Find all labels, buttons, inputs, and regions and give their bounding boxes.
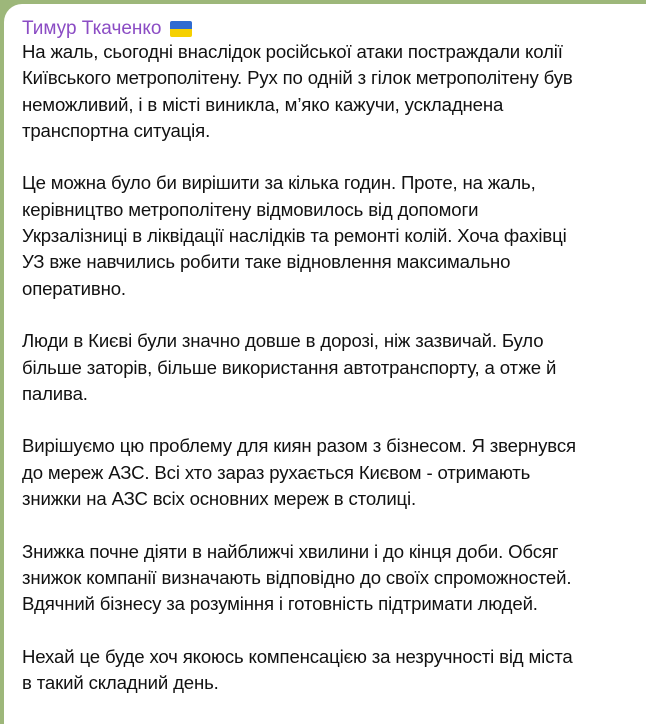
message-line: знижок компанії визначають відповідно до своїх спроможностей.: [22, 566, 572, 588]
message-line: На жаль, сьогодні внаслідок російської атаки постраждали колії: [22, 41, 563, 62]
message-line: більше заторів, більше використання автотранспорту, а отже й: [22, 356, 557, 378]
message-line: неможливий, і в місті виникла, м’яко кажучи, ускладнена: [22, 93, 504, 115]
message-line: транспортна ситуація.: [22, 119, 211, 141]
message-line: Вдячний бізнесу за розуміння і готовність підтримати людей.: [22, 593, 538, 615]
message-line: знижки на АЗС всіх основних мереж в столиці.: [22, 488, 417, 510]
message-line: Нехай це буде хоч якоюсь компенсацією за незручності від міста: [22, 645, 573, 667]
paragraph-gap: [22, 512, 576, 538]
paragraph-gap: [22, 618, 576, 644]
message-line: Вирішуємо цю проблему для киян разом з бізнесом. Я звернувся: [22, 435, 576, 457]
message-line: в такий складний день.: [22, 672, 219, 694]
message-line: Укрзалізниці в ліквідації наслідків та ремонті колій. Хоча фахівці: [22, 225, 567, 247]
message-line: Київського метрополітену. Рух по одній з гілок метрополітену був: [22, 67, 573, 89]
message-line: Знижка почне діяти в найближчі хвилини і до кінця доби. Обсяг: [22, 540, 559, 562]
message-line: оперативно.: [22, 277, 126, 299]
ukraine-flag-icon: [170, 21, 192, 37]
message-line: Це можна було би вирішити за кілька годин. Проте, на жаль,: [22, 172, 536, 194]
message-text: [22, 39, 576, 696]
message-line: Люди в Києві були значно довше в дорозі, ніж зазвичай. Було: [22, 330, 544, 352]
paragraph-gap: [22, 407, 576, 433]
paragraph-gap: [22, 144, 576, 170]
message-bubble: [4, 4, 646, 724]
message-line: керівництво метрополітену відмовилось від допомоги: [22, 198, 479, 220]
author-name: Тимур Ткаченко: [22, 18, 162, 39]
message-author[interactable]: [22, 18, 192, 40]
message-line: УЗ вже навчились робити таке відновлення максимально: [22, 251, 511, 273]
paragraph-gap: [22, 302, 576, 328]
message-line: до мереж АЗС. Всі хто зараз рухається Києвом - отримають: [22, 461, 531, 483]
message-line: палива.: [22, 382, 88, 404]
